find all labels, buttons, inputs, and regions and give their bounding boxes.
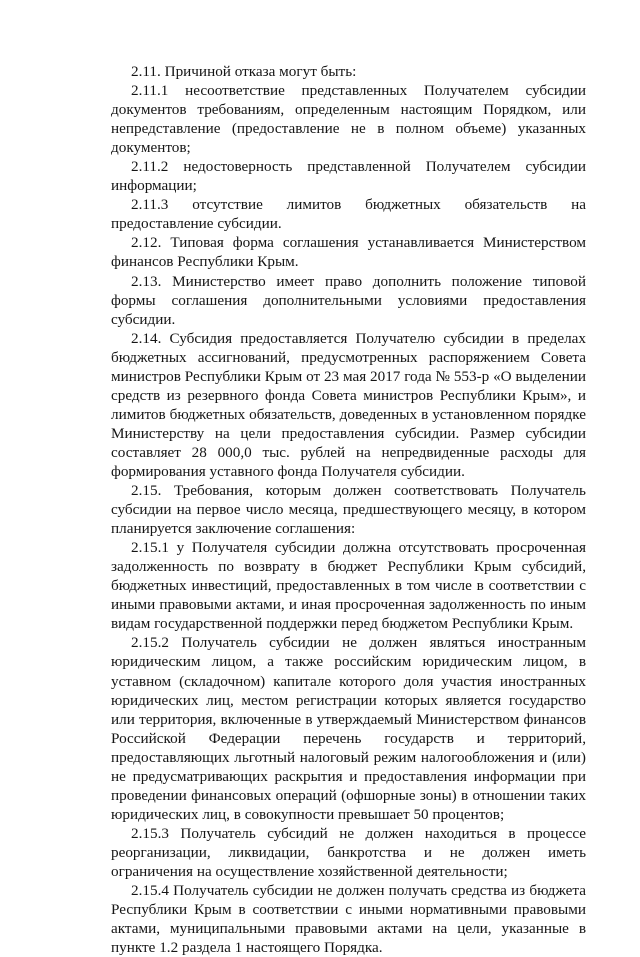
paragraph-2-11-3: 2.11.3 отсутствие лимитов бюджетных обязательств на предоставление субсидии. [111,196,586,233]
paragraph-2-14: 2.14. Субсидия предоставляется Получателю субсидии в пределах бюджетных ассигнований, предусмотренных распоряжением Совета министров Республики Крым от 23 мая 2017 года № 553-р «О выделении средств из резервного фонда Совета министров Республики Крым», и лимитов бюджетных обязательств, доведенных в установленном порядке Министерству на цели предоставления субсидии. Размер субсидии составляет 28 000,0 тыс. рублей на непредвиденные расходы для формирования уставного фонда Получателя субсидии. [111,329,586,480]
paragraph-2-15-3: 2.15.3 Получатель субсидий не должен находиться в процессе реорганизации, ликвидации, банкротства и не должен иметь ограничения на осуществление хозяйственной деятельности; [111,824,586,880]
paragraph-2-11: 2.11. Причиной отказа могут быть: [131,63,357,80]
paragraph-2-13: 2.13. Министерство имеет право дополнить положение типовой формы соглашения дополнительными условиями предоставления субсидии. [111,272,586,328]
paragraph-2-15-2: 2.15.2 Получатель субсидии не должен являться иностранным юридическим лицом, а также российским юридическим лицом, в уставном (складочном) капитале которого доля участия иностранных юридических лиц, местом регистрации которых является государство или территория, включенные в утверждаемый Министерством финансов Российской Федерации перечень государств и территорий, предоставляющих льготный налоговый режим налогообложения и (или) не предусматривающих раскрытия и предоставления информации при проведении финансовых операций (офшорные зоны) в отношении таких юридических лиц, в совокупности превышает 50 процентов; [111,634,586,823]
paragraph-2-15: 2.15. Требования, которым должен соответствовать Получатель субсидии на первое число месяца, предшествующего месяцу, в котором планируется заключение соглашения: [111,482,586,538]
paragraph-2-11-2: 2.11.2 недостоверность представленной Получателем субсидии информации; [111,158,586,195]
paragraph-2-15-4: 2.15.4 Получатель субсидии не должен получать средства из бюджета Республики Крым в соответствии с иными нормативными правовыми актами, муниципальными правовыми актами на цели, указанные в пункте 1.2 раздела 1 настоящего Порядка. [111,882,586,957]
paragraph-2-15-1: 2.15.1 у Получателя субсидии должна отсутствовать просроченная задолженность по возврату в бюджет Республики Крым субсидий, бюджетных инвестиций, предоставленных в том числе в соответствии с иными правовыми актами, и иная просроченная задолженность по иным видам государственной поддержки перед бюджетом Республики Крым. [111,539,586,633]
paragraph-2-11-1: 2.11.1 несоответствие представленных Получателем субсидии документов требованиям, определенным настоящим Порядком, или непредставление (предоставление не в полном объеме) указанных документов; [111,82,586,157]
paragraph-2-12: 2.12. Типовая форма соглашения устанавливается Министерством финансов Республики Крым. [111,234,586,271]
